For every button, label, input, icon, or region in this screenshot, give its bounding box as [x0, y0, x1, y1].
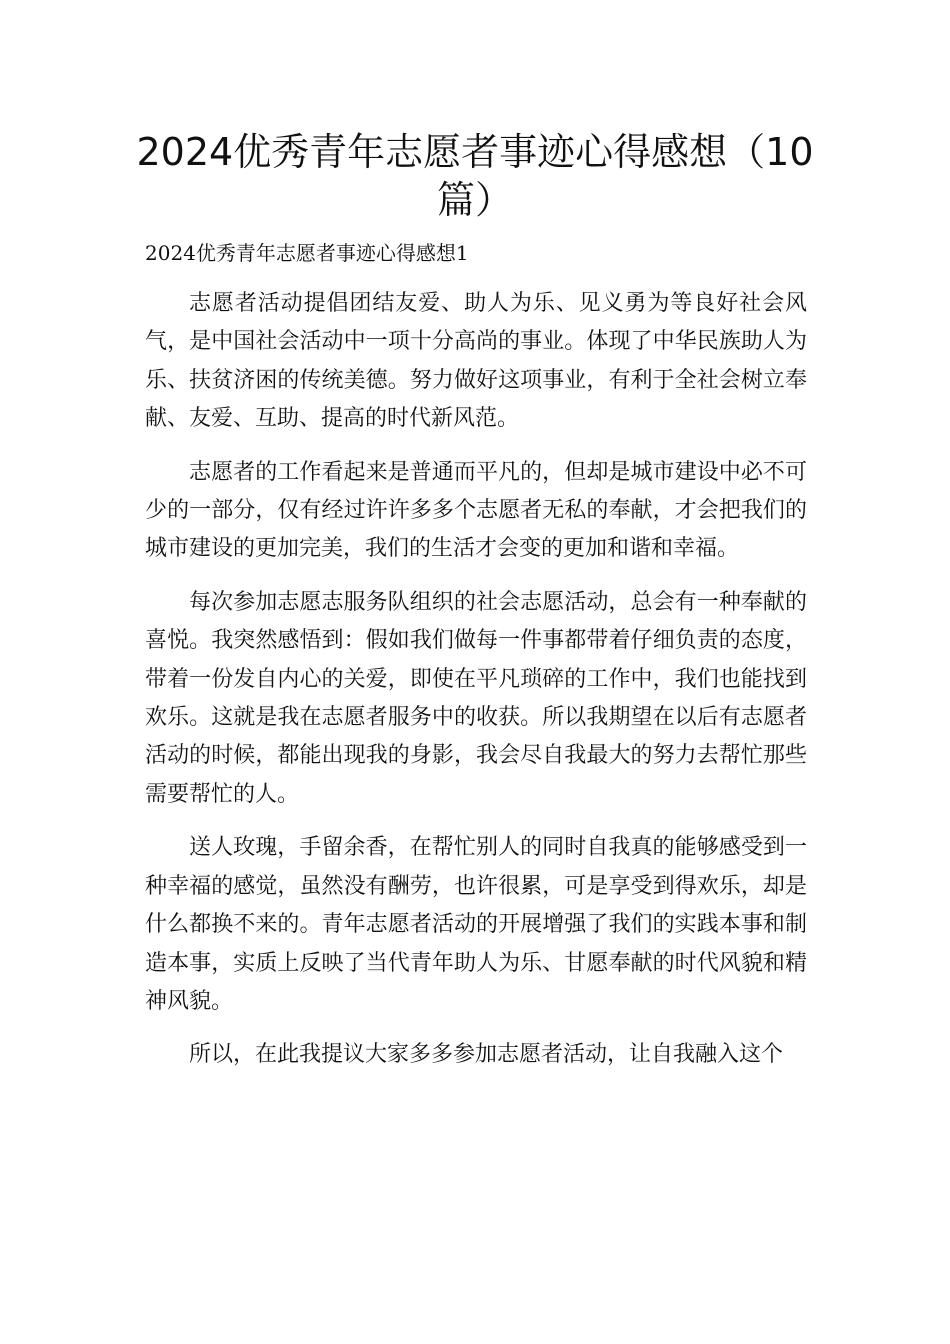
paragraph: 所以，在此我提议大家多多参加志愿者活动，让自我融入这个: [189, 1042, 784, 1068]
paragraph: 每次参加志愿志服务队组织的社会志愿活动，总会有一种奉献的喜悦。我突然感悟到：假如我们做每一件事都带着仔细负责的态度，带着一份发自内心的关爱，即使在平凡琐碎的工作中，我们也能找到欢乐。这就是我在志愿者服务中的收获。所以我期望在以后有志愿者活动的时候，都能出现我的身影，我会尽自我最大的努力去帮忙那些需要帮忙的人。: [145, 589, 807, 807]
document-body: [145, 285, 807, 1090]
document-title: 2024优秀青年志愿者事迹心得感想（10篇）: [136, 130, 814, 222]
paragraph: 志愿者活动提倡团结友爱、助人为乐、见义勇为等良好社会风气，是中国社会活动中一项十分高尚的事业。体现了中华民族助人为乐、扶贫济困的传统美德。努力做好这项事业，有利于全社会树立奉献、友爱、互助、提高的时代新风范。: [145, 291, 807, 432]
section-heading: 2024优秀青年志愿者事迹心得感想1: [145, 241, 469, 265]
paragraph: 送人玫瑰，手留余香，在帮忙别人的同时自我真的能够感受到一种幸福的感觉，虽然没有酬劳，也许很累，可是享受到得欢乐，却是什么都换不来的。青年志愿者活动的开展增强了我们的实践本事和制造本事，实质上反映了当代青年助人为乐、甘愿奉献的时代风貌和精神风貌。: [145, 835, 807, 1014]
paragraph: 志愿者的工作看起来是普通而平凡的，但却是城市建设中必不可少的一部分，仅有经过许许多多个志愿者无私的奉献，才会把我们的城市建设的更加完美，我们的生活才会变的更加和谐和幸福。: [145, 459, 807, 562]
